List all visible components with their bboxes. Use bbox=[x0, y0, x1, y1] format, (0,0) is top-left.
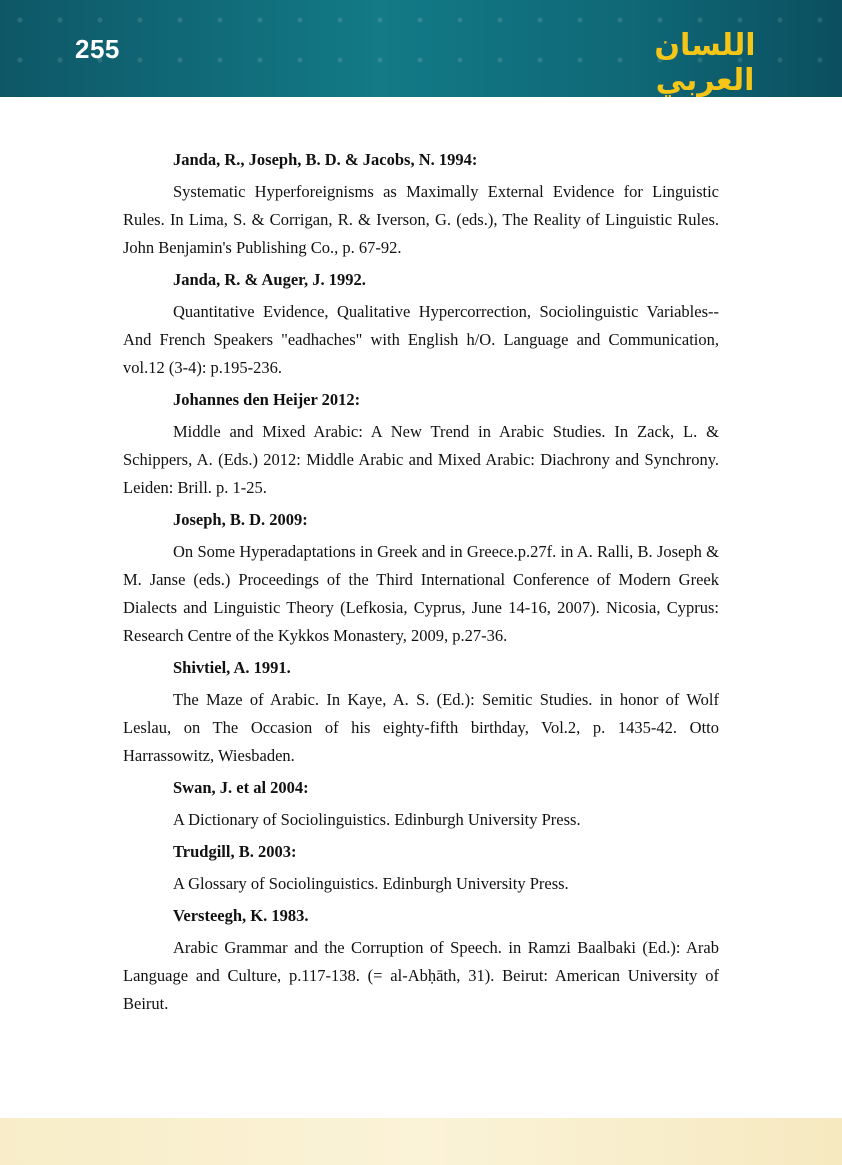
reference-author: Versteegh, K. 1983. bbox=[173, 906, 309, 925]
reference-entry bbox=[123, 902, 719, 1018]
reference-author: Johannes den Heijer 2012: bbox=[173, 390, 361, 409]
reference-author: Joseph, B. D. 2009: bbox=[173, 510, 308, 529]
page-header bbox=[0, 0, 842, 97]
reference-entry bbox=[123, 266, 719, 382]
reference-text: A Glossary of Sociolinguistics. Edinburgh University Press. bbox=[173, 874, 569, 893]
reference-text: On Some Hyperadaptations in Greek and in Greece.p.27f. in A. Ralli, B. Joseph & M. Janse (eds.) Proceedings of the Third International Conference of Modern Greek Dialects and Linguistic Theory (Lefkosia, Cyprus, June 14-16, 2007). Nicosia, Cyprus: Research Centre of the Kykkos Monastery, 2009, p.27-36. bbox=[123, 542, 719, 645]
reference-entry bbox=[123, 386, 719, 502]
reference-text: Systematic Hyperforeignisms as Maximally External Evidence for Linguistic Rules. In Lima, S. & Corrigan, R. & Iverson, G. (eds.), The Reality of Linguistic Rules. John Benjamin's Publishing Co., p. 67-92. bbox=[123, 182, 719, 257]
reference-entry bbox=[123, 774, 719, 834]
reference-entry bbox=[123, 654, 719, 770]
journal-logo bbox=[630, 22, 780, 97]
reference-text: Middle and Mixed Arabic: A New Trend in Arabic Studies. In Zack, L. & Schippers, A. (Eds.) 2012: Middle Arabic and Mixed Arabic: Diachrony and Synchrony. Leiden: Brill. p. 1-25. bbox=[123, 422, 719, 497]
reference-text: The Maze of Arabic. In Kaye, A. S. (Ed.): Semitic Studies. in honor of Wolf Leslau, on The Occasion of his eighty-fifth birthday, Vol.2, p. 1435-42. Otto Harrassowitz, Wiesbaden. bbox=[123, 690, 719, 765]
reference-text: A Dictionary of Sociolinguistics. Edinburgh University Press. bbox=[173, 810, 581, 829]
page-footer-band bbox=[0, 1118, 842, 1165]
reference-text: Arabic Grammar and the Corruption of Speech. in Ramzi Baalbaki (Ed.): Arab Language and Culture, p.117-138. (= al-Abḥāth, 31). Beirut: American University of Beirut. bbox=[123, 938, 719, 1013]
reference-author: Swan, J. et al 2004: bbox=[173, 778, 309, 797]
reference-text: Quantitative Evidence, Qualitative Hypercorrection, Sociolinguistic Variables--And French Speakers "eadhaches" with English h/O. Language and Communication, vol.12 (3-4): p.195-236. bbox=[123, 302, 719, 377]
reference-entry bbox=[123, 838, 719, 898]
references-list bbox=[123, 146, 719, 1022]
page-number: 255 bbox=[75, 34, 120, 64]
reference-author: Janda, R., Joseph, B. D. & Jacobs, N. 1994: bbox=[173, 150, 478, 169]
reference-author: Janda, R. & Auger, J. 1992. bbox=[173, 270, 366, 289]
reference-author: Trudgill, B. 2003: bbox=[173, 842, 297, 861]
journal-logo-text: اللسان العربي bbox=[654, 28, 756, 97]
reference-entry bbox=[123, 146, 719, 262]
reference-entry bbox=[123, 506, 719, 650]
reference-author: Shivtiel, A. 1991. bbox=[173, 658, 291, 677]
